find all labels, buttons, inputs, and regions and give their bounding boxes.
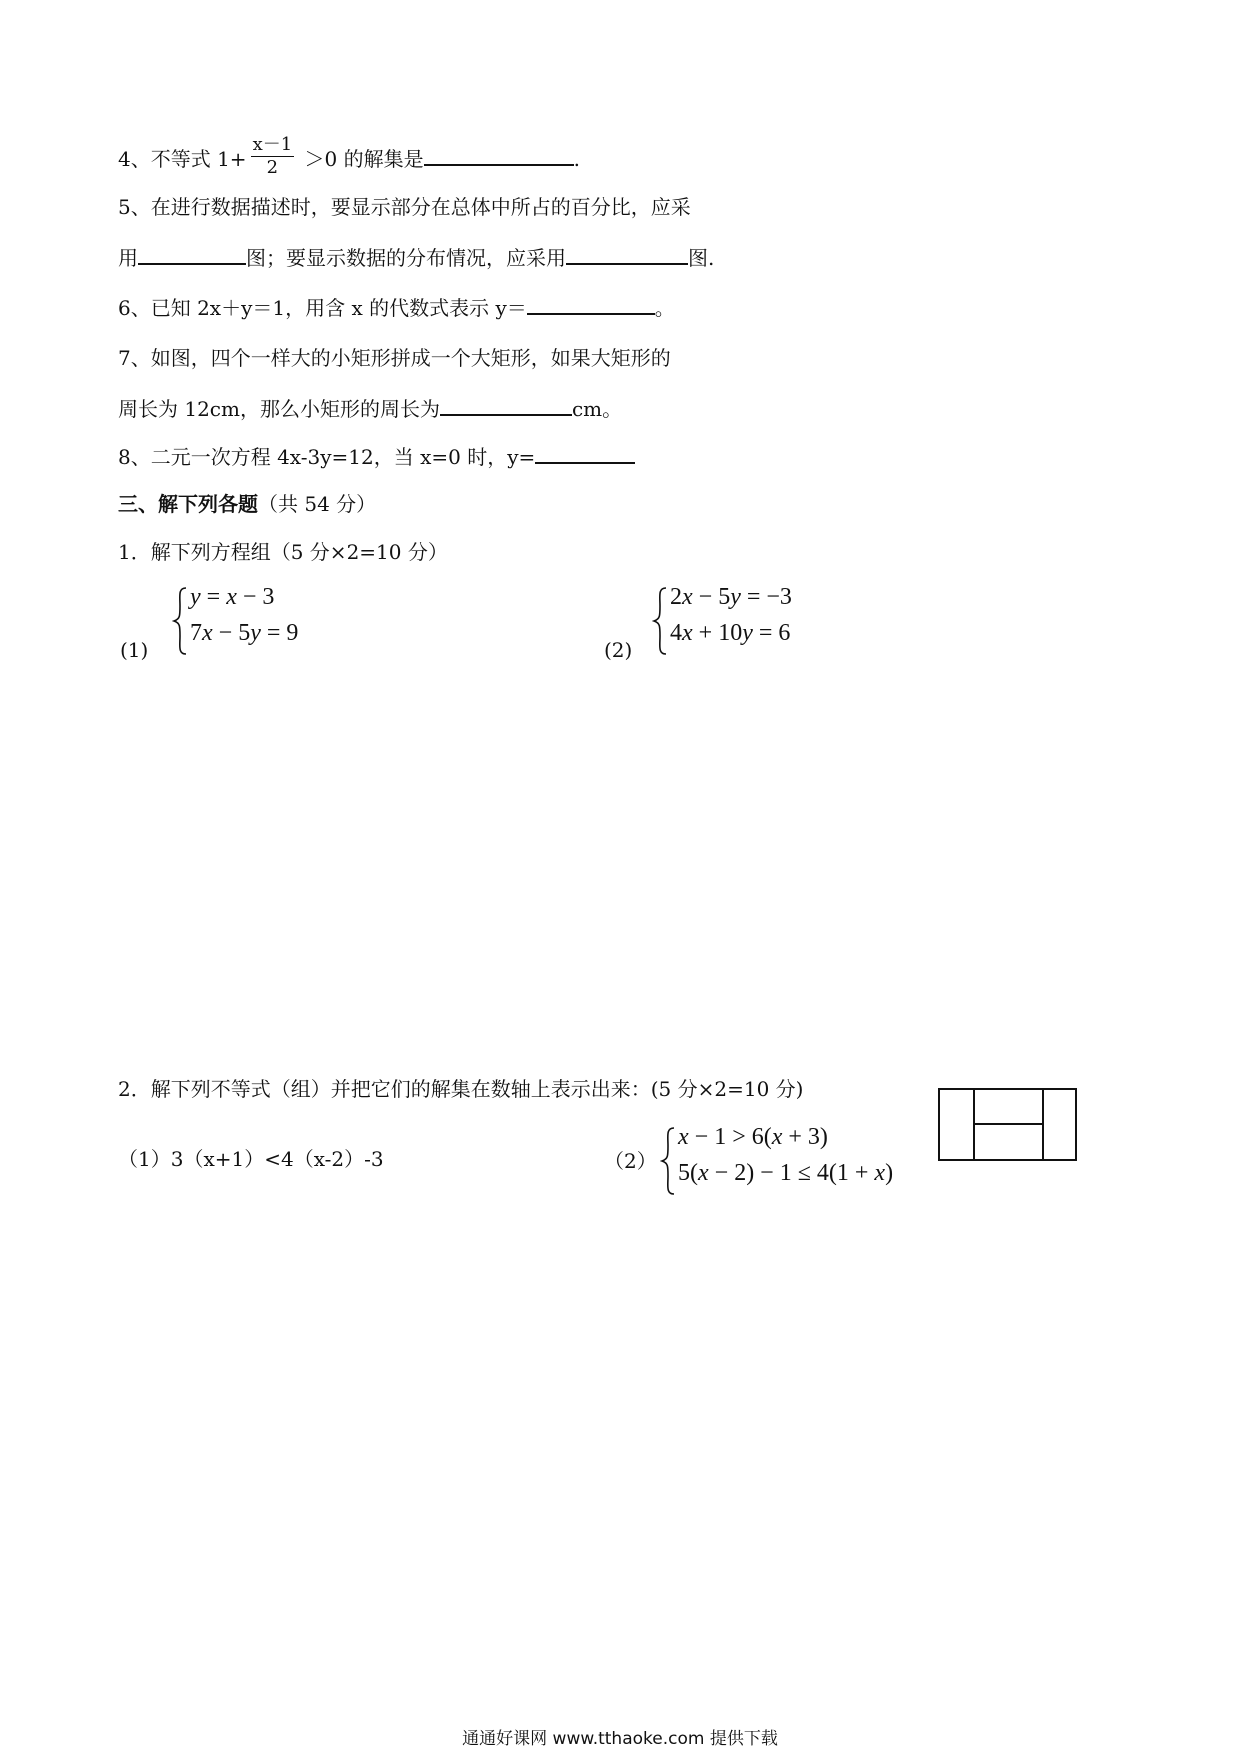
q8-answer-blank[interactable] [535,444,635,464]
question-5-line2 [118,244,714,272]
q5-mid: 图；要显示数据的分布情况，应采用 [246,246,566,270]
left-brace-icon [172,586,188,656]
question-4 [118,134,580,183]
left-brace-icon [652,586,668,656]
left-brace-icon [660,1126,676,1196]
q6-text: 6、已知 2x＋y＝1，用含 x 的代数式表示 y＝ [118,296,527,320]
q5-pre: 用 [118,246,138,270]
rectangle-figure [938,1088,1078,1162]
p1-system-2-label: (2) [604,638,633,662]
q8-text: 8、二元一次方程 4x-3y=12，当 x=0 时，y= [118,445,536,469]
section-3-score: （共 54 分） [258,492,377,516]
question-8 [118,443,635,471]
section-3-title: 三、解下列各题 [118,492,258,516]
q4-suffix: ＞0 的解集是 [298,147,424,171]
p2-item-1: （1）3（x+1）<4（x-2）-3 [118,1147,384,1171]
q4-prefix: 4、不等式 1+ [118,147,247,171]
q4-answer-blank[interactable] [424,146,574,166]
p1-s1-equation-2: 7x − 5y = 9 [190,620,299,646]
q4-fraction [251,134,295,179]
question-5-line1: 5、在进行数据描述时，要显示部分在总体中所占的百分比，应采 [118,195,691,219]
q4-denominator: 2 [266,157,279,178]
q5-blank-2[interactable] [566,245,688,265]
p1-s2-equation-2: 4x + 10y = 6 [670,620,791,646]
q6-end: 。 [654,296,675,320]
p2-system-2-label: （2） [604,1149,657,1173]
problem-1-title: 1．解下列方程组（5 分×2=10 分） [118,540,448,564]
q4-numerator: x－1 [252,134,293,155]
p2-s2-inequality-1: x − 1 > 6(x + 3) [678,1124,828,1150]
p1-system-1-label: (1) [120,638,149,662]
question-6 [118,294,675,322]
q7-answer-blank[interactable] [440,396,572,416]
page-footer: 通通好课网 www.tthaoke.com 提供下载 [462,1729,778,1749]
q7-text: 周长为 12cm，那么小矩形的周长为 [118,397,440,421]
p1-s1-equation-1: y = x − 3 [190,584,275,610]
q4-end: . [573,147,580,171]
question-7-line1: 7、如图，四个一样大的小矩形拼成一个大矩形，如果大矩形的 [118,346,671,370]
section-3-heading [118,490,376,518]
question-7-line2 [118,395,622,423]
p1-s2-equation-1: 2x − 5y = −3 [670,584,792,610]
q5-end: 图. [688,246,715,270]
q7-end: cm。 [571,397,623,421]
problem-2-title: 2．解下列不等式（组）并把它们的解集在数轴上表示出来：(5 分×2=10 分) [118,1077,804,1101]
q6-answer-blank[interactable] [527,295,655,315]
q5-blank-1[interactable] [138,245,246,265]
p2-s2-inequality-2: 5(x − 2) − 1 ≤ 4(1 + x) [678,1160,894,1186]
